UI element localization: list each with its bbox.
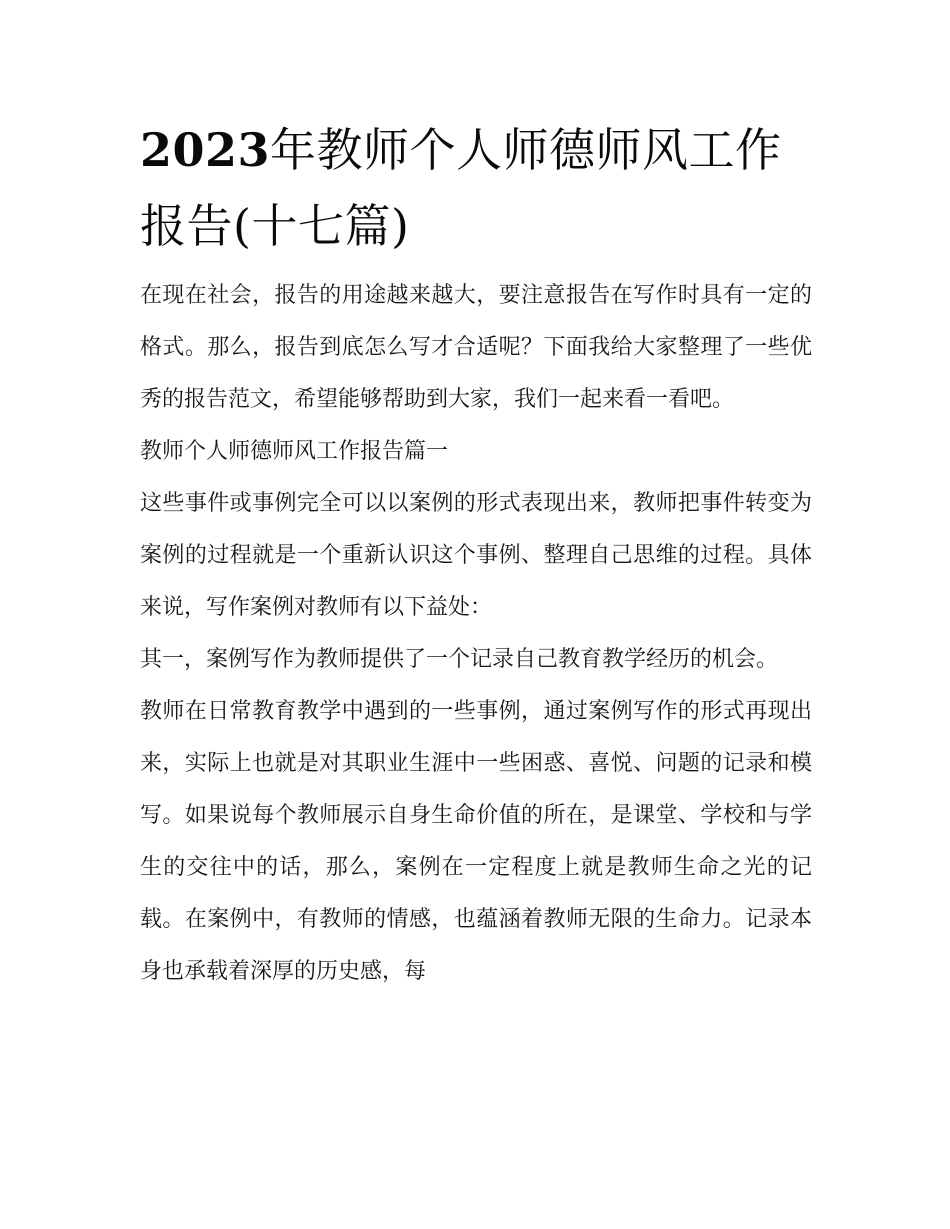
- document-title: [140, 112, 812, 264]
- title-text: 年教师个人师德师风工作报告(十七篇): [140, 123, 782, 253]
- body-paragraph: 教师在日常教育教学中遇到的一些事例，通过案例写作的形式再现出来，实际上也就是对其职业生涯中一些困惑、喜悦、问题的记录和模写。如果说每个教师展示自身生命价值的所在，是课堂、学校和与学生的交往中的话，那么，案例在一定程度上就是教师生命之光的记载。在案例中，有教师的情感，也蕴涵着教师无限的生命力。记录本身也承载着深厚的历史感，每: [140, 699, 812, 984]
- document-body: [140, 112, 812, 998]
- body-paragraph: 这些事件或事例完全可以以案例的形式表现出来，教师把事件转变为案例的过程就是一个重新认识这个事例、整理自己思维的过程。具体来说，写作案例对教师有以下益处：: [140, 491, 812, 620]
- section-heading: 教师个人师德师风工作报告篇一: [140, 439, 449, 464]
- intro-paragraph: 在现在社会，报告的用途越来越大，要注意报告在写作时具有一定的格式。那么，报告到底怎么写才合适呢？下面我给大家整理了一些优秀的报告范文，希望能够帮助到大家，我们一起来看一看吧。: [140, 283, 812, 412]
- body-paragraph: 其一，案例写作为教师提供了一个记录自己教育教学经历的机会。: [140, 647, 779, 672]
- title-year: 2023: [140, 123, 271, 177]
